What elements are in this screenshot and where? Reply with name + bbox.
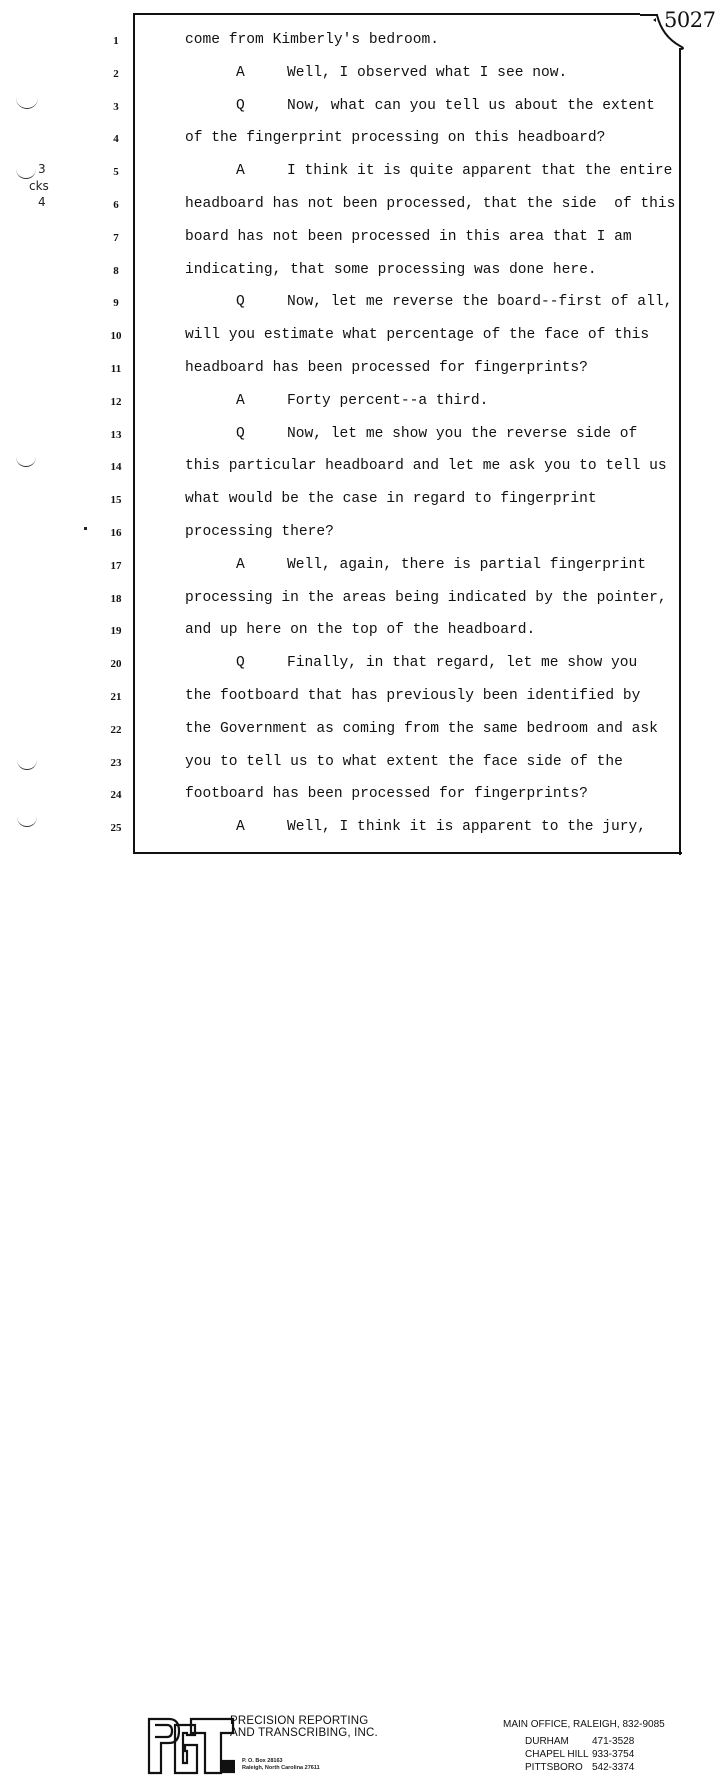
line-number: 22 xyxy=(110,723,122,736)
line-number: 15 xyxy=(110,494,122,507)
line-number: 7 xyxy=(113,231,119,244)
office-phone: 542-3374 xyxy=(592,1762,635,1773)
line-number: 23 xyxy=(110,756,122,769)
transcript-line-text: Well, I observed what I see now. xyxy=(287,64,568,81)
transcript-line-text: headboard has been processed for fingerprints? xyxy=(185,360,588,376)
line-number: 8 xyxy=(113,264,119,277)
line-number: 14 xyxy=(110,461,122,474)
line-number: 3 xyxy=(113,100,119,113)
punch-hole-mark xyxy=(17,759,37,770)
line-number: 10 xyxy=(110,330,122,343)
transcript-line-text: headboard has not been processed, that the side of this xyxy=(185,196,676,212)
company-name-line2: AND TRANSCRIBING, INC. xyxy=(230,1727,378,1739)
transcript-line-text: this particular headboard and let me ask you to tell us xyxy=(185,458,667,475)
page-number: 5027 xyxy=(664,8,716,32)
transcript-line-text: of the fingerprint processing on this headboard? xyxy=(185,130,606,147)
line-number: 20 xyxy=(110,658,122,671)
line-number: 13 xyxy=(110,428,122,441)
margin-note-c: 4 xyxy=(38,195,46,209)
main-office: MAIN OFFICE, RALEIGH, 832-9085 xyxy=(503,1719,665,1730)
line-number: 11 xyxy=(110,363,122,375)
punch-hole-mark xyxy=(16,452,36,467)
footer xyxy=(0,855,720,1773)
line-number: 21 xyxy=(110,691,122,703)
transcript-line-text: Well, again, there is partial fingerprint xyxy=(287,556,647,573)
line-number: 12 xyxy=(110,395,122,408)
line-number: 6 xyxy=(113,199,119,211)
stray-dot xyxy=(84,527,87,530)
margin-note-b: cks xyxy=(29,179,49,193)
transcript-line-text: indicating, that some processing was done here. xyxy=(185,261,597,278)
speaker-label: Q xyxy=(236,294,245,311)
transcript-line-text: Forty percent--a third. xyxy=(287,392,489,409)
transcript-line-text: and up here on the top of the headboard. xyxy=(185,622,536,639)
line-number: 16 xyxy=(110,527,122,539)
margin-note-a: 3 xyxy=(38,162,46,176)
transcript-line-text: what would be the case in regard to fingerprint xyxy=(185,491,597,508)
office-row-chapel-hill xyxy=(525,1749,634,1760)
frame-right-border xyxy=(679,46,681,855)
transcript-line-text: Now, what can you tell us about the extent xyxy=(287,97,655,114)
company-address xyxy=(242,1758,320,1772)
transcript-line-text: Now, let me show you the reverse side of xyxy=(287,425,638,442)
transcript-line-text: the Government as coming from the same bedroom and ask xyxy=(185,720,658,737)
line-number: 2 xyxy=(113,67,119,80)
line-number: 9 xyxy=(113,297,119,310)
office-city: DURHAM xyxy=(525,1736,569,1747)
office-city: PITTSBORO xyxy=(525,1762,583,1773)
company-logo xyxy=(147,1717,235,1775)
speaker-label: A xyxy=(236,392,245,409)
transcript-line-text: will you estimate what percentage of the face of this xyxy=(185,327,650,344)
line-number: 24 xyxy=(110,789,122,802)
transcript-line-text: board has not been processed in this area that I am xyxy=(185,228,632,245)
transcript-line-text: Finally, in that regard, let me show you xyxy=(287,655,638,672)
transcript-line-text: come from Kimberly's bedroom. xyxy=(185,32,439,48)
office-phone: 471-3528 xyxy=(592,1736,635,1747)
transcript-line-text: footboard has been processed for fingerprints? xyxy=(185,786,588,803)
address-line2: Raleigh, North Carolina 27611 xyxy=(242,1765,320,1771)
speaker-label: A xyxy=(236,64,245,81)
transcript-line-text: processing in the areas being indicated by the pointer, xyxy=(185,589,667,606)
speaker-label: Q xyxy=(236,425,245,442)
line-number: 17 xyxy=(110,559,122,572)
office-phone: 933-3754 xyxy=(592,1749,635,1760)
speaker-label: A xyxy=(236,556,245,573)
line-number: 18 xyxy=(110,592,122,605)
transcript-line-text: I think it is quite apparent that the entire xyxy=(287,163,673,180)
line-number: 5 xyxy=(113,166,119,179)
company-name xyxy=(230,1715,378,1739)
speaker-label: A xyxy=(236,163,245,180)
transcript-line-text: processing there? xyxy=(185,524,334,540)
speaker-label: Q xyxy=(236,655,245,672)
speaker-label: Q xyxy=(236,97,245,114)
punch-hole-mark xyxy=(16,94,38,109)
line-number: 25 xyxy=(110,822,122,835)
line-number: 4 xyxy=(113,133,119,146)
transcript-line-text: the footboard that has previously been identified by xyxy=(185,688,641,704)
transcript-line-text: Well, I think it is apparent to the jury, xyxy=(287,819,647,836)
transcript-line-text: you to tell us to what extent the face side of the xyxy=(185,753,623,770)
office-row-durham xyxy=(525,1736,634,1747)
punch-hole-mark xyxy=(16,164,36,179)
office-row-pittsboro xyxy=(525,1762,634,1773)
company-name-line1: PRECISION REPORTING xyxy=(230,1715,369,1727)
transcript-line-text: Now, let me reverse the board--first of all, xyxy=(287,294,673,311)
line-number: 19 xyxy=(110,625,122,638)
punch-hole-mark xyxy=(17,814,37,827)
line-number: 1 xyxy=(113,35,119,47)
address-line1: P. O. Box 28163 xyxy=(242,1758,283,1764)
office-city: CHAPEL HILL xyxy=(525,1749,589,1760)
speaker-label: A xyxy=(236,819,245,836)
